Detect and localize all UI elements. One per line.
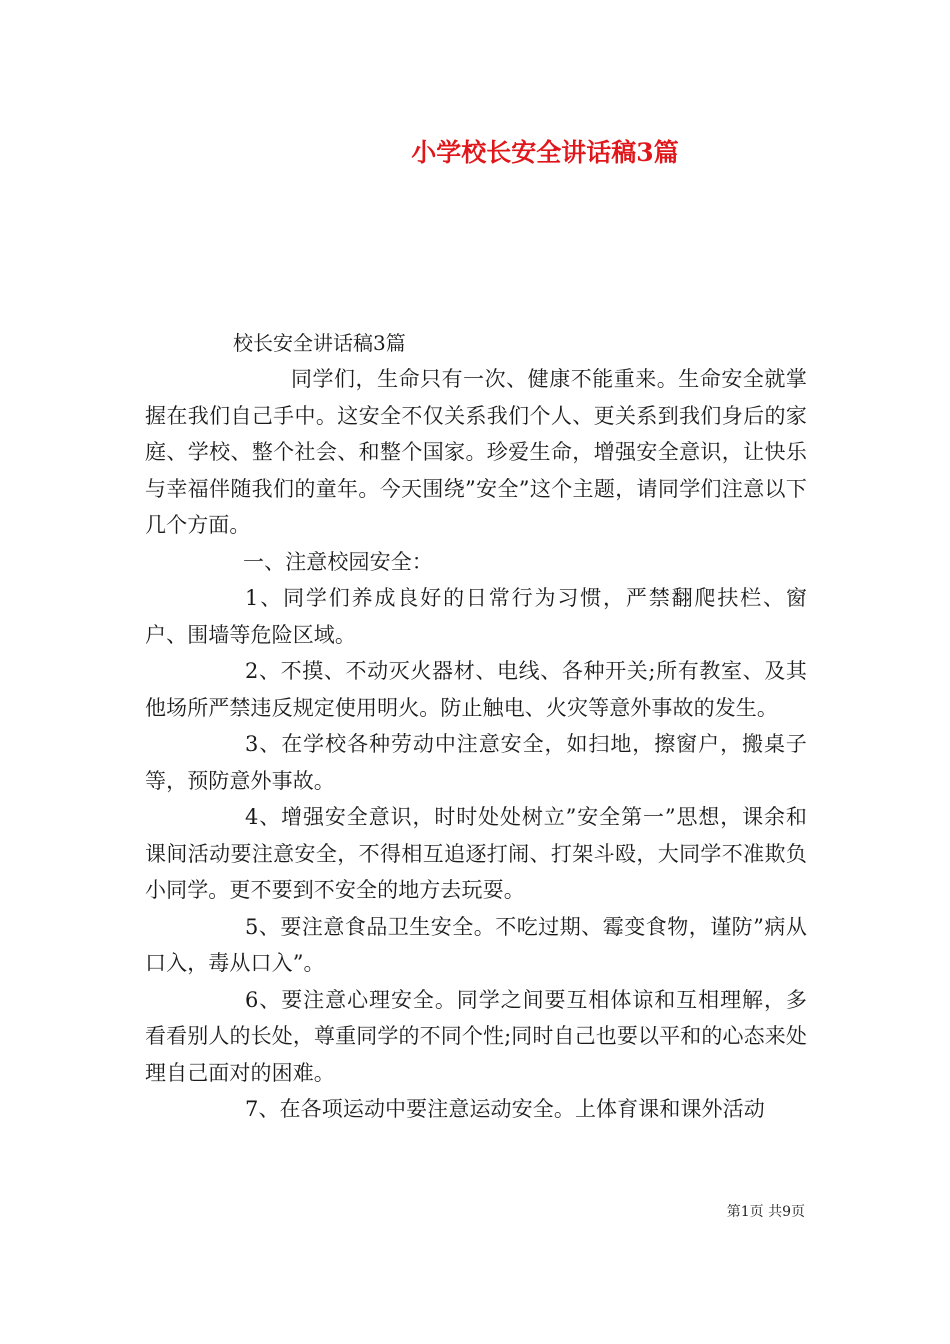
paragraph-item-5: 5、要注意食品卫生安全。不吃过期、霉变食物，谨防”病从口入，毒从口入”。 [145, 914, 807, 975]
section-heading: 一、注意校园安全： [243, 549, 433, 574]
page-footer: 第1页 共9页 [726, 1204, 805, 1220]
paragraph-intro: 同学们，生命只有一次、健康不能重来。生命安全就掌握在我们自己手中。这安全不仅关系我们个人、更关系到我们身后的家庭、学校、整个社会、和整个国家。珍爱生命，增强安全意识，让快乐与幸福伴随我们的童年。今天围绕”安全”这个主题，请同学们注意以下几个方面。 [145, 367, 807, 537]
paragraph-item-4: 4、增强安全意识，时时处处树立”安全第一”思想，课余和课间活动要注意安全，不得相互追逐打闹、打架斗殴，大同学不准欺负小同学。更不要到不安全的地方去玩耍。 [145, 805, 807, 902]
document-subtitle: 校长安全讲话稿3篇 [233, 331, 406, 355]
paragraph-item-6: 6、要注意心理安全。同学之间要互相体谅和互相理解，多看看别人的长处，尊重同学的不同个性;同时自己也要以平和的心态来处理自己面对的困难。 [145, 987, 807, 1085]
paragraph-item-3: 3、在学校各种劳动中注意安全，如扫地，擦窗户，搬桌子等，预防意外事故。 [145, 732, 807, 793]
document-body [145, 325, 807, 1128]
paragraph-item-1: 1、同学们养成良好的日常行为习惯，严禁翻爬扶栏、窗户、围墙等危险区域。 [145, 586, 807, 647]
page-title: 小学校长安全讲话稿3篇 [411, 138, 679, 167]
paragraph-item-2: 2、不摸、不动灭火器材、电线、各种开关;所有教室、及其他场所严禁违反规定使用明火。防止触电、火灾等意外事故的发生。 [145, 659, 807, 720]
paragraph-item-7: 7、在各项运动中要注意运动安全。上体育课和课外活动 [245, 1097, 765, 1121]
